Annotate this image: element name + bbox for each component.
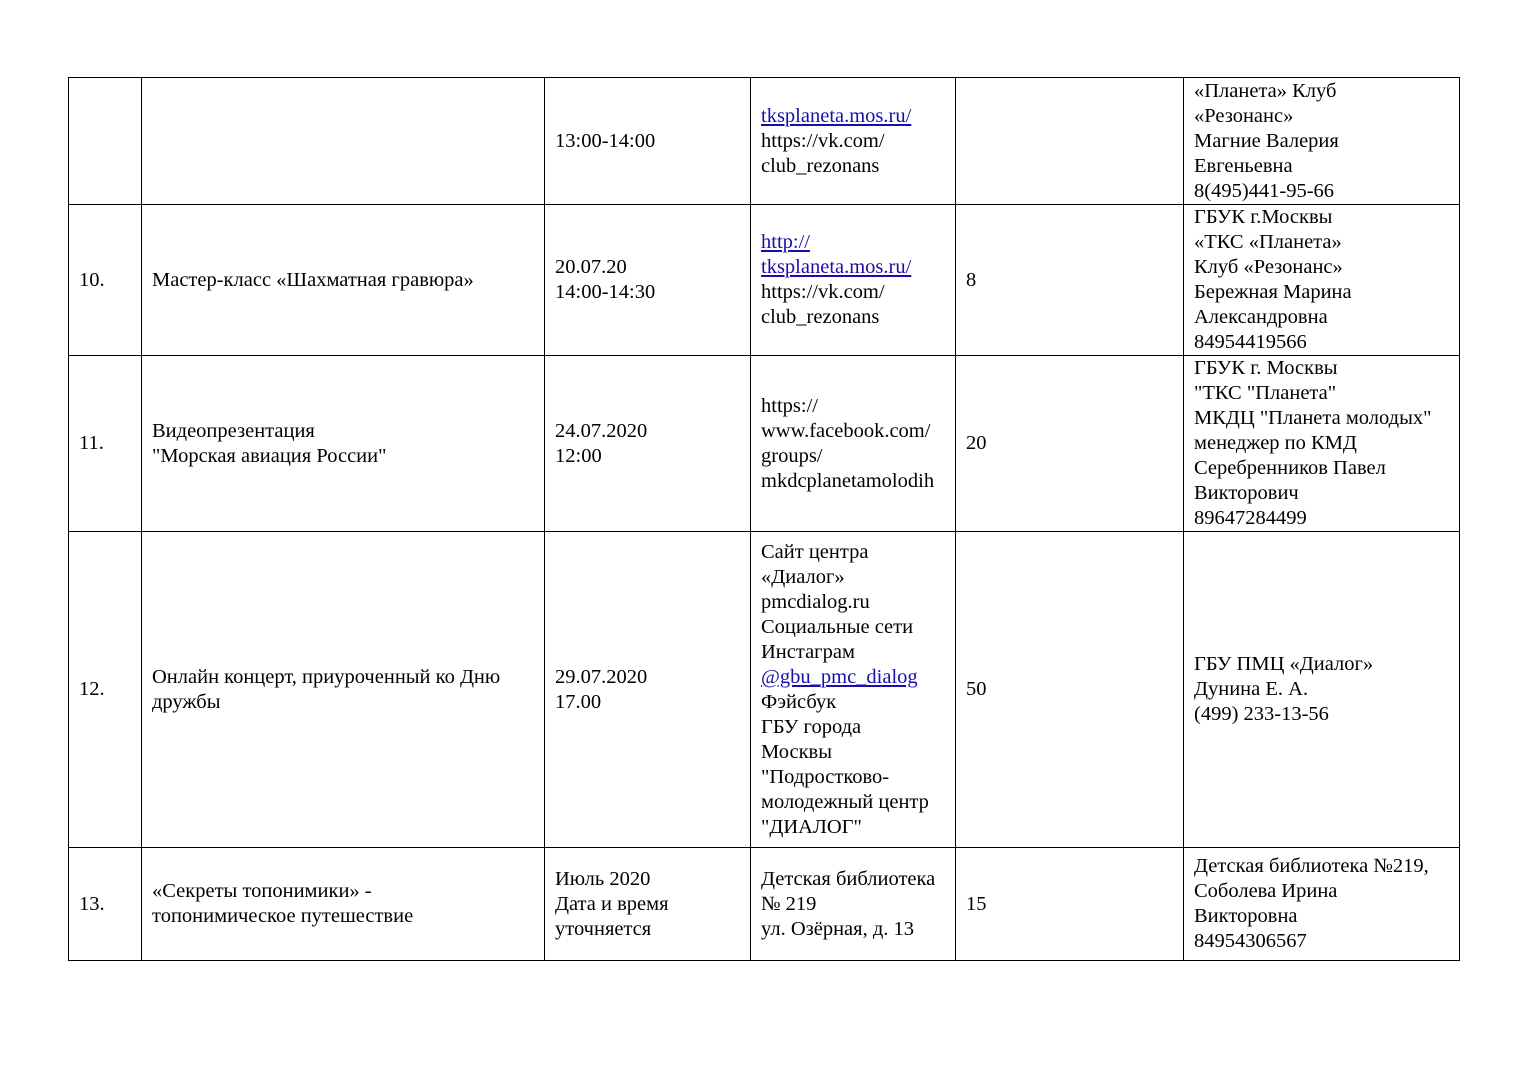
place-line: mkdcplanetamolodih — [761, 469, 935, 492]
organizer-line: ГБУК г.Москвы — [1194, 206, 1333, 228]
organizer-line: Викторович — [1194, 482, 1299, 504]
event-date-line: уточняется — [555, 917, 652, 940]
event-place-cell — [751, 78, 956, 205]
organizer-line: «Резонанс» — [1194, 104, 1294, 127]
participants-count-cell — [956, 848, 1184, 961]
place-line: www.facebook.com/ — [761, 419, 931, 442]
place-line: https:// — [761, 394, 818, 417]
event-title-cell — [142, 532, 545, 848]
row-number: 11. — [79, 432, 104, 454]
organizer-line: Викторовна — [1194, 905, 1298, 927]
organizer-line: Клуб «Резонанс» — [1194, 256, 1343, 278]
participants-count-cell — [956, 205, 1184, 356]
event-title-line: "Морская авиация России" — [152, 444, 387, 467]
place-line: pmcdialog.ru — [761, 590, 870, 613]
event-title-cell — [142, 205, 545, 356]
event-title-line: Видеопрезентация — [152, 419, 315, 442]
place-line: https://vk.com/ — [761, 129, 885, 152]
row-number: 13. — [79, 892, 105, 915]
organizer-cell — [1184, 532, 1460, 848]
organizer-line: Евгеньевна — [1194, 154, 1293, 177]
event-date-cell — [545, 532, 751, 848]
organizer-line: Серебренников Павел — [1194, 457, 1386, 479]
organizer-line: Детская библиотека №219, — [1194, 855, 1429, 877]
organizer-line: Соболева Ирина — [1194, 880, 1338, 902]
event-date-cell — [545, 205, 751, 356]
table-row — [69, 532, 1460, 848]
place-line: ул. Озёрная, д. 13 — [761, 917, 915, 940]
row-number: 10. — [79, 268, 105, 291]
participants-count: 50 — [966, 678, 987, 700]
event-title-cell — [142, 78, 545, 205]
event-date-line: Дата и время — [555, 892, 669, 915]
place-link[interactable]: tksplaneta.mos.ru/ — [761, 104, 912, 127]
event-date-line: 17.00 — [555, 690, 602, 713]
event-title-line: «Секреты топонимики» - — [152, 880, 372, 902]
event-place-cell — [751, 848, 956, 961]
event-title-line: дружбы — [152, 690, 221, 713]
row-number-cell — [69, 78, 142, 205]
participants-count-cell — [956, 78, 1184, 205]
organizer-line: 84954306567 — [1194, 930, 1307, 952]
row-number-cell — [69, 532, 142, 848]
place-line: Социальные сети — [761, 615, 914, 638]
place-line: ГБУ города — [761, 715, 862, 738]
organizer-line: ГБУ ПМЦ «Диалог» — [1194, 653, 1374, 675]
event-place-cell — [751, 356, 956, 532]
event-date-line: 20.07.20 — [555, 256, 627, 278]
event-date-line: 14:00-14:30 — [555, 281, 656, 303]
organizer-line: Бережная Марина — [1194, 281, 1352, 303]
table-row — [69, 205, 1460, 356]
row-number: 12. — [79, 678, 105, 700]
organizer-line: 84954419566 — [1194, 331, 1307, 353]
participants-count: 15 — [966, 892, 987, 915]
organizer-line: Магние Валерия — [1194, 129, 1339, 152]
organizer-cell — [1184, 356, 1460, 532]
organizer-line: Дунина Е. А. — [1194, 678, 1309, 700]
place-link[interactable]: tksplaneta.mos.ru/ — [761, 256, 912, 278]
place-link[interactable]: http:// — [761, 231, 810, 253]
place-line: № 219 — [761, 892, 817, 915]
organizer-cell — [1184, 205, 1460, 356]
organizer-cell — [1184, 78, 1460, 205]
row-number-cell — [69, 356, 142, 532]
event-title-line: топонимическое путешествие — [152, 905, 414, 927]
event-date-line: 29.07.2020 — [555, 665, 648, 688]
event-date-line: 13:00-14:00 — [555, 129, 656, 152]
event-date-line: Июль 2020 — [555, 867, 651, 890]
event-title-line: Мастер-класс «Шахматная гравюра» — [152, 268, 474, 291]
event-title-cell — [142, 356, 545, 532]
event-date-line: 24.07.2020 — [555, 419, 648, 442]
place-line: club_rezonans — [761, 154, 880, 177]
organizer-line: «Планета» Клуб — [1194, 79, 1337, 102]
organizer-line: ГБУК г. Москвы — [1194, 357, 1338, 379]
event-date-cell — [545, 78, 751, 205]
events-table — [68, 77, 1460, 961]
place-line: "ДИАЛОГ" — [761, 815, 862, 838]
participants-count: 8 — [966, 268, 977, 291]
organizer-line: МКДЦ "Планета молодых" — [1194, 407, 1432, 429]
organizer-line: менеджер по КМД — [1194, 432, 1357, 454]
organizer-line: (499) 233-13-56 — [1194, 703, 1329, 725]
place-line: Москвы — [761, 740, 832, 763]
event-title-line: Онлайн концерт, приуроченный ко Дню — [152, 665, 501, 688]
table-row — [69, 356, 1460, 532]
participants-count: 20 — [966, 432, 987, 454]
organizer-line: 8(495)441-95-66 — [1194, 179, 1335, 202]
event-date-cell — [545, 356, 751, 532]
organizer-line: Александровна — [1194, 306, 1328, 328]
event-place-cell — [751, 532, 956, 848]
event-title-cell — [142, 848, 545, 961]
place-line: https://vk.com/ — [761, 281, 885, 303]
row-number-cell — [69, 848, 142, 961]
event-date-cell — [545, 848, 751, 961]
place-link[interactable]: @gbu_pmc_dialog — [761, 665, 918, 688]
organizer-line: «ТКС «Планета» — [1194, 231, 1342, 253]
place-line: Фэйсбук — [761, 690, 837, 713]
participants-count-cell — [956, 356, 1184, 532]
place-line: Инстаграм — [761, 640, 855, 663]
place-line: groups/ — [761, 444, 823, 467]
event-place-cell — [751, 205, 956, 356]
event-date-line: 12:00 — [555, 444, 602, 467]
place-line: молодежный центр — [761, 790, 929, 813]
participants-count-cell — [956, 532, 1184, 848]
table-row — [69, 848, 1460, 961]
organizer-line: "ТКС "Планета" — [1194, 382, 1337, 404]
organizer-line: 89647284499 — [1194, 507, 1307, 529]
table-row — [69, 78, 1460, 205]
organizer-cell — [1184, 848, 1460, 961]
place-line: Сайт центра — [761, 540, 869, 563]
place-line: "Подростково- — [761, 765, 890, 788]
place-line: club_rezonans — [761, 306, 880, 328]
place-line: Детская библиотека — [761, 867, 936, 890]
place-line: «Диалог» — [761, 565, 845, 588]
row-number-cell — [69, 205, 142, 356]
